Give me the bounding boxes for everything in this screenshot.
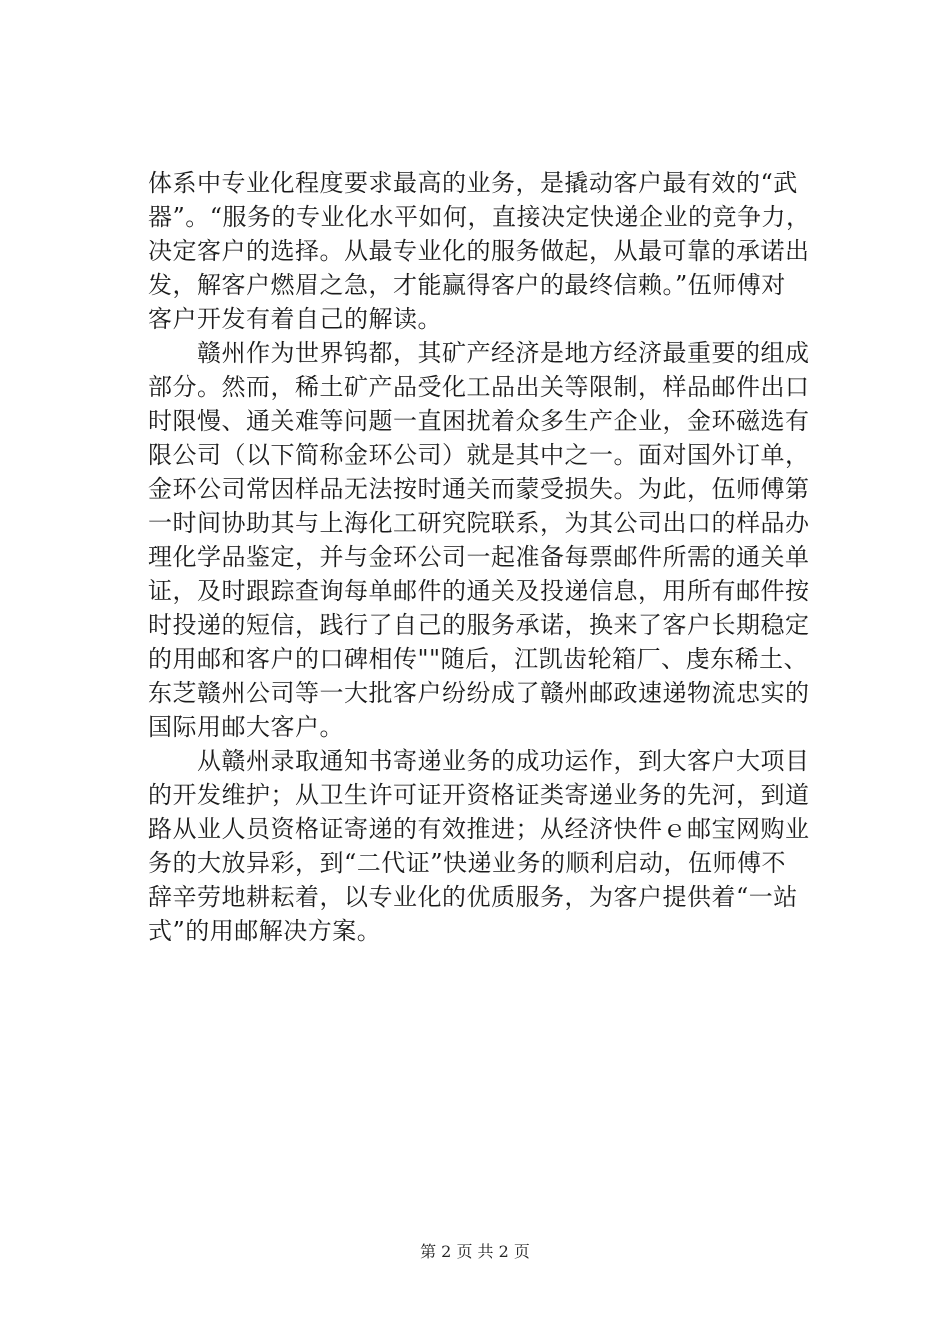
body-text-line: 限公司（以下简称金环公司）就是其中之一。面对国外订单，: [148, 441, 810, 469]
body-text-line: 务的大放异彩，到“二代证”快递业务的顺利启动，伍师傅不: [148, 849, 787, 877]
body-text-line: 部分。然而，稀土矿产品受化工品出关等限制，样品邮件出口: [148, 373, 810, 401]
body-text-line: 证，及时跟踪查询每单邮件的通关及投递信息，用所有邮件按: [148, 577, 810, 605]
body-text-line: 金环公司常因样品无法按时通关而蒙受损失。为此，伍师傅第: [148, 475, 810, 503]
body-text-line: 决定客户的选择。从最专业化的服务做起，从最可靠的承诺出: [148, 237, 810, 265]
body-text-line: 辞辛劳地耕耘着，以专业化的优质服务，为客户提供着“一站: [148, 883, 798, 911]
body-text-line: 东芝赣州公司等一大批客户纷纷成了赣州邮政速递物流忠实的: [148, 679, 810, 707]
body-text-line: 发，解客户燃眉之急，才能赢得客户的最终信赖。”伍师傅对: [148, 271, 786, 299]
body-text-line: 一时间协助其与上海化工研究院联系，为其公司出口的样品办: [148, 509, 810, 537]
body-text-line: 客户开发有着自己的解读。: [148, 305, 442, 333]
body-text-line: 的用邮和客户的口碑相传""随后，江凯齿轮箱厂、虔东稀土、: [148, 645, 809, 673]
body-text-line: 时投递的短信，践行了自己的服务承诺，换来了客户长期稳定: [148, 611, 810, 639]
body-text-line: 式”的用邮解决方案。: [148, 917, 382, 945]
body-text-line: 理化学品鉴定，并与金环公司一起准备每票邮件所需的通关单: [148, 543, 810, 571]
page-number-footer: 第 2 页 共 2 页: [420, 1242, 530, 1261]
body-text-line: 赣州作为世界钨都，其矿产经济是地方经济最重要的组成: [148, 339, 810, 367]
body-text-line: 器”。“服务的专业化水平如何，直接决定快递企业的竞争力，: [148, 203, 811, 231]
body-text-line: 时限慢、通关难等问题一直困扰着众多生产企业，金环磁选有: [148, 407, 810, 435]
body-text-line: 体系中专业化程度要求最高的业务，是撬动客户最有效的“武: [148, 169, 798, 197]
body-text-line: 从赣州录取通知书寄递业务的成功运作，到大客户大项目: [148, 747, 810, 775]
body-text-line: 路从业人员资格证寄递的有效推进；从经济快件ｅ邮宝网购业: [148, 815, 810, 843]
body-text-line: 国际用邮大客户。: [148, 713, 344, 741]
body-text-line: 的开发维护；从卫生许可证开资格证类寄递业务的先河，到道: [148, 781, 810, 809]
